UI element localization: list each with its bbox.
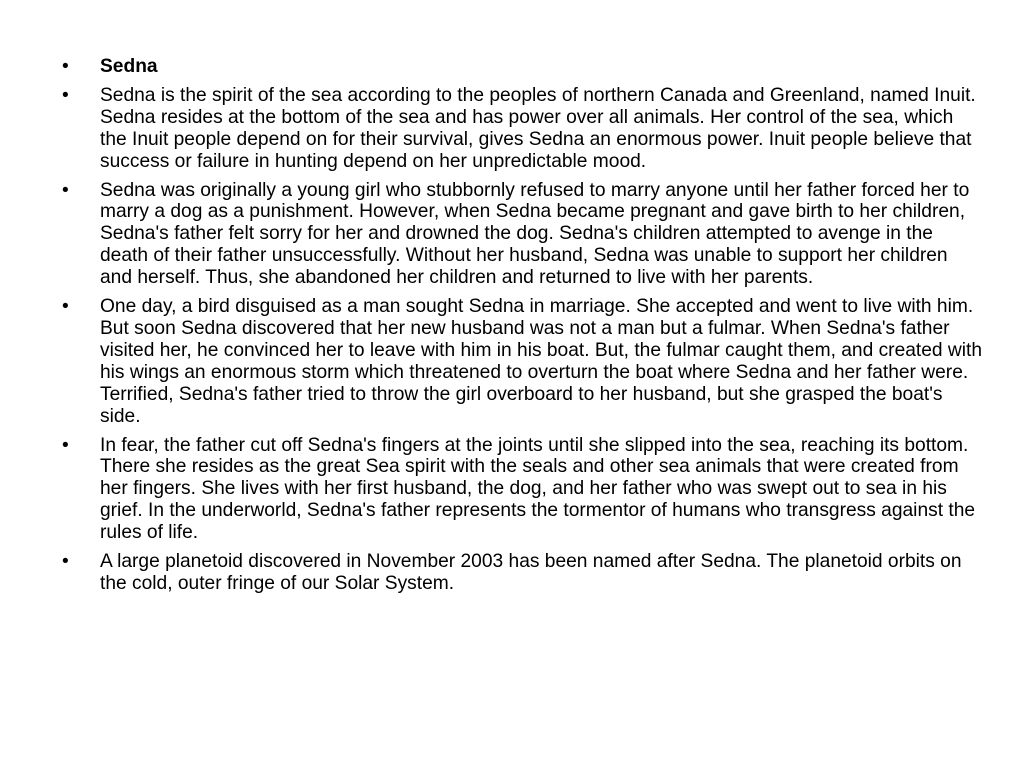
bullet-item-fulmar (62, 296, 984, 427)
bullet-item-spirit (62, 85, 984, 173)
bullet-text: A large planetoid discovered in November 2003 has been named after Sedna. The planetoid orbits on the cold, outer fringe of our Solar System. (100, 551, 962, 594)
bullet-icon: • (62, 434, 69, 456)
bullet-icon: • (62, 56, 69, 77)
bullet-icon: • (62, 551, 69, 573)
bullet-text: Sedna is the spirit of the sea according to the peoples of northern Canada and Greenland, named Inuit. Sedna resides at the bottom of the sea and has power over all animals. Her control of the sea, which the Inuit people depend on for their survival, gives Sedna an enormous power. Inuit people believe that success or failure in hunting depend on her unpredictable mood. (100, 84, 976, 172)
bullet-text: In fear, the father cut off Sedna's fingers at the joints until she slipped into the sea, reaching its bottom. There she resides as the great Sea spirit with the seals and other sea animals that were created from her fingers. She lives with her first husband, the dog, and her father who was swept out to sea in his grief. In the underworld, Sedna's father represents the tormentor of humans who transgress against the rules of life. (100, 434, 976, 544)
bullet-text: Sedna was originally a young girl who stubbornly refused to marry anyone until her father forced her to marry a dog as a punishment. However, when Sedna became pregnant and gave birth to her children, Sedna's father felt sorry for her and drowned the dog. Sedna's children attempted to avenge in the death of their father unsuccessfully. Without her husband, Sedna was unable to support her children and herself. Thus, she abandoned her children and returned to live with her parents. (100, 179, 970, 289)
bullet-text: One day, a bird disguised as a man sought Sedna in marriage. She accepted and went to live with him. But soon Sedna discovered that her new husband was not a man but a fulmar. When Sedna's father visited her, he convinced her to leave with him in his boat. But, the fulmar caught them, and created with his wings an enormous storm which threatened to overturn the boat where Sedna and her father were. Terrified, Sedna's father tried to throw the girl overboard to her husband, but she grasped the boat's side. (100, 296, 983, 427)
bullet-icon: • (62, 296, 69, 318)
bullet-item-title (62, 56, 984, 78)
bullet-icon: • (62, 179, 69, 201)
bullet-item-origin (62, 180, 984, 290)
bullet-list (62, 56, 984, 595)
bullet-item-fingers (62, 435, 984, 545)
slide-title: Sedna (100, 56, 158, 77)
bullet-item-planetoid (62, 551, 984, 595)
bullet-icon: • (62, 84, 69, 106)
